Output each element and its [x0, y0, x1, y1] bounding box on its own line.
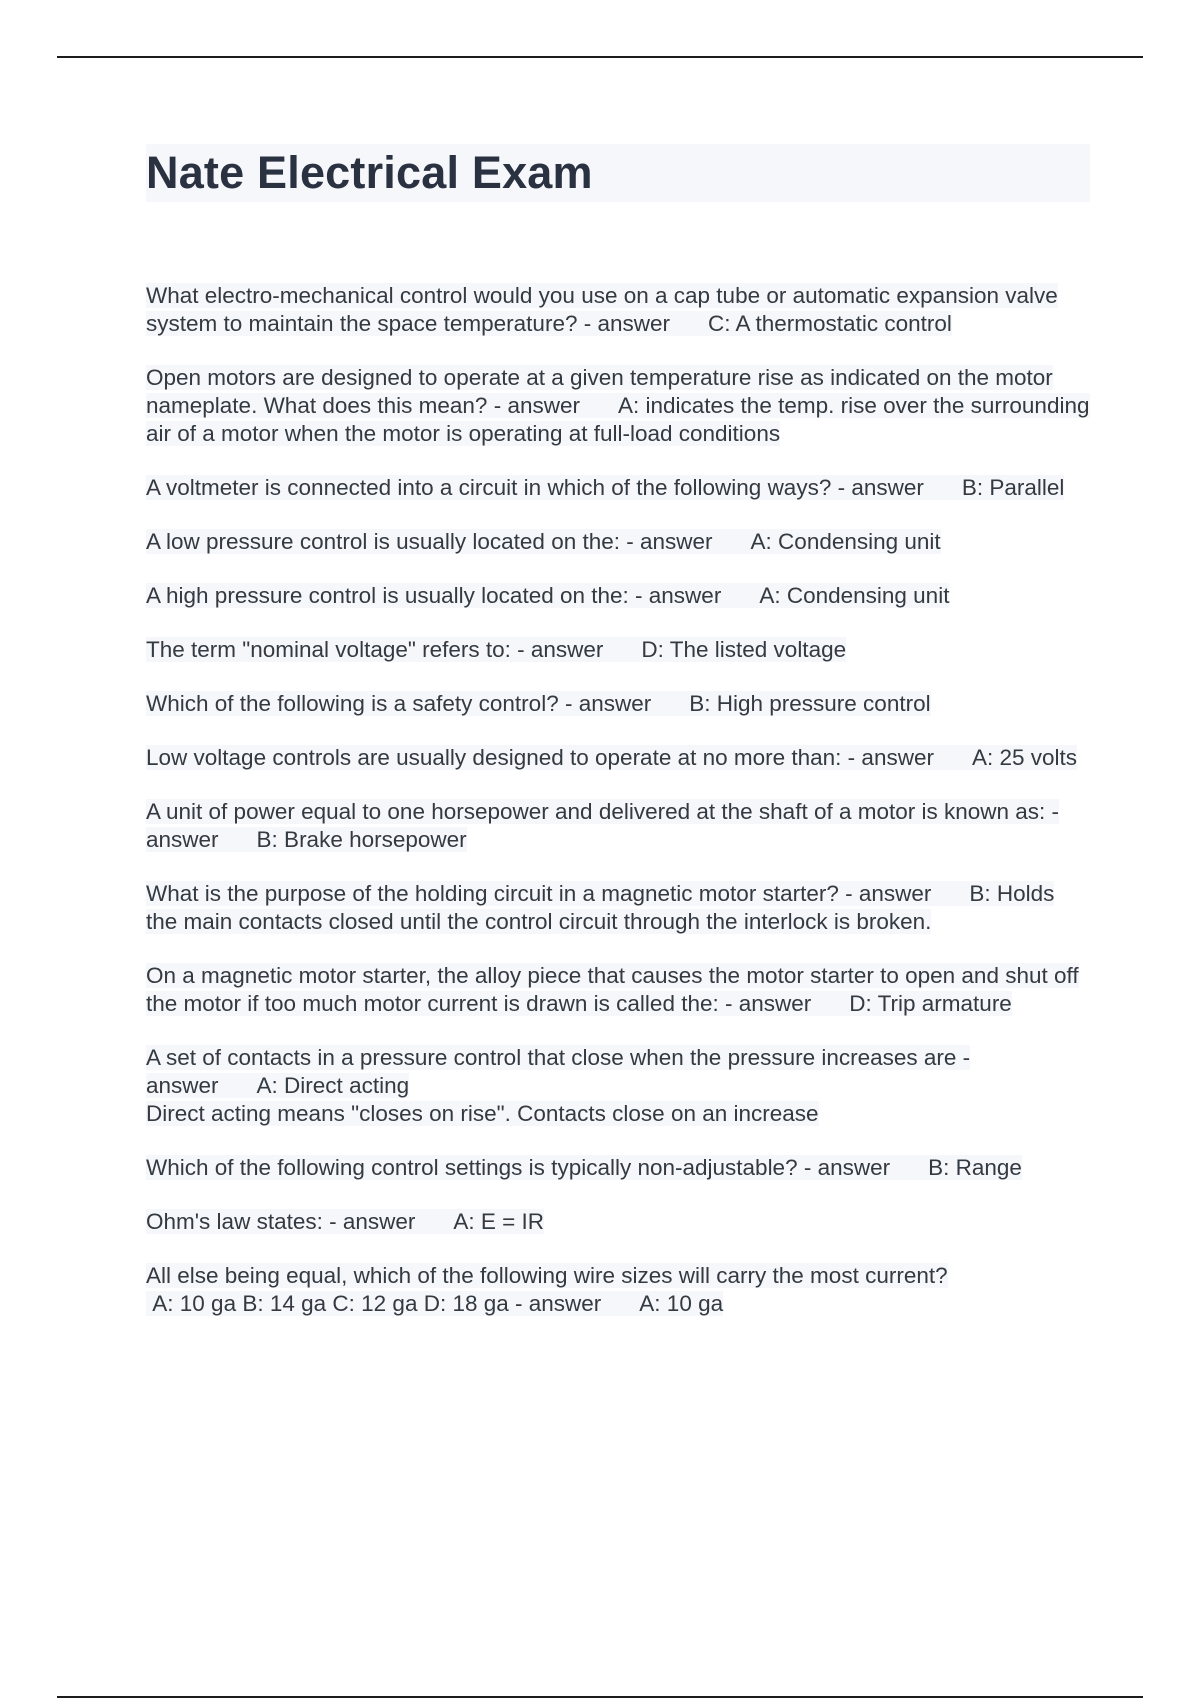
question-text: A unit of power equal to one horsepower and delivered at the shaft of a motor is known as: - answer [146, 799, 1060, 852]
answer-text: A: Condensing unit [750, 529, 941, 554]
answer-text: B: Brake horsepower [256, 827, 467, 852]
page-content [146, 144, 1090, 1344]
answer-text: B: Holds the main contacts closed until the control circuit through the interlock is broken. [146, 881, 1055, 934]
question-text: Which of the following control settings is typically non-adjustable? - answer [146, 1155, 891, 1180]
answer-text: A: Direct acting [256, 1073, 410, 1098]
question-text: A voltmeter is connected into a circuit in which of the following ways? - answer [146, 475, 924, 500]
qa-item-11 [146, 962, 1090, 1018]
qa-item-2 [146, 364, 1090, 448]
qa-list [146, 282, 1090, 1344]
question-text: Open motors are designed to operate at a given temperature rise as indicated on the motor nameplate. What does this mean? - answer [146, 365, 1053, 418]
question-options: A: 10 ga B: 14 ga C: 12 ga D: 18 ga - answer [152, 1291, 602, 1316]
answer-text: B: Parallel [961, 475, 1065, 500]
question-text: What electro-mechanical control would you use on a cap tube or automatic expansion valve system to maintain the space temperature? - answer [146, 283, 1058, 336]
qa-item-4 [146, 528, 1090, 556]
qa-item-15 [146, 1262, 1090, 1318]
answer-text: C: A thermostatic control [708, 311, 952, 336]
question-text: A high pressure control is usually located on the: - answer [146, 583, 722, 608]
answer-text: A: E = IR [453, 1209, 545, 1234]
qa-item-9 [146, 798, 1090, 854]
answer-text: B: Range [928, 1155, 1022, 1180]
question-text: On a magnetic motor starter, the alloy piece that causes the motor starter to open and shut off the motor if too much motor current is drawn is called the: - answer [146, 963, 1079, 1016]
title-band [146, 144, 1090, 202]
answer-text: A: indicates the temp. rise over the surrounding air of a motor when the motor is operating at full-load conditions [146, 393, 1090, 446]
answer-text: A: 10 ga [639, 1291, 724, 1316]
page-title: Nate Electrical Exam [146, 147, 593, 198]
answer-text: B: High pressure control [689, 691, 931, 716]
answer-note: Direct acting means "closes on rise". Contacts close on an increase [146, 1101, 819, 1126]
question-text: A set of contacts in a pressure control that close when the pressure increases are - answer [146, 1045, 971, 1098]
answer-text: D: The listed voltage [641, 637, 847, 662]
qa-item-7 [146, 690, 1090, 718]
qa-item-5 [146, 582, 1090, 610]
answer-text: A: Condensing unit [759, 583, 950, 608]
question-text: The term "nominal voltage" refers to: - answer [146, 637, 604, 662]
qa-item-1 [146, 282, 1090, 338]
qa-item-3 [146, 474, 1090, 502]
question-text: Low voltage controls are usually designed to operate at no more than: - answer [146, 745, 934, 770]
top-rule [57, 56, 1143, 58]
question-text: What is the purpose of the holding circuit in a magnetic motor starter? - answer [146, 881, 932, 906]
answer-text: D: Trip armature [849, 991, 1012, 1016]
question-text: All else being equal, which of the following wire sizes will carry the most current? [146, 1263, 948, 1288]
qa-item-6 [146, 636, 1090, 664]
qa-item-10 [146, 880, 1090, 936]
bottom-rule [57, 1696, 1143, 1698]
qa-item-8 [146, 744, 1090, 772]
qa-item-13 [146, 1154, 1090, 1182]
qa-item-12 [146, 1044, 1090, 1128]
question-text: A low pressure control is usually located on the: - answer [146, 529, 713, 554]
question-text: Which of the following is a safety control? - answer [146, 691, 652, 716]
question-text: Ohm's law states: - answer [146, 1209, 416, 1234]
qa-item-14 [146, 1208, 1090, 1236]
answer-text: A: 25 volts [971, 745, 1078, 770]
